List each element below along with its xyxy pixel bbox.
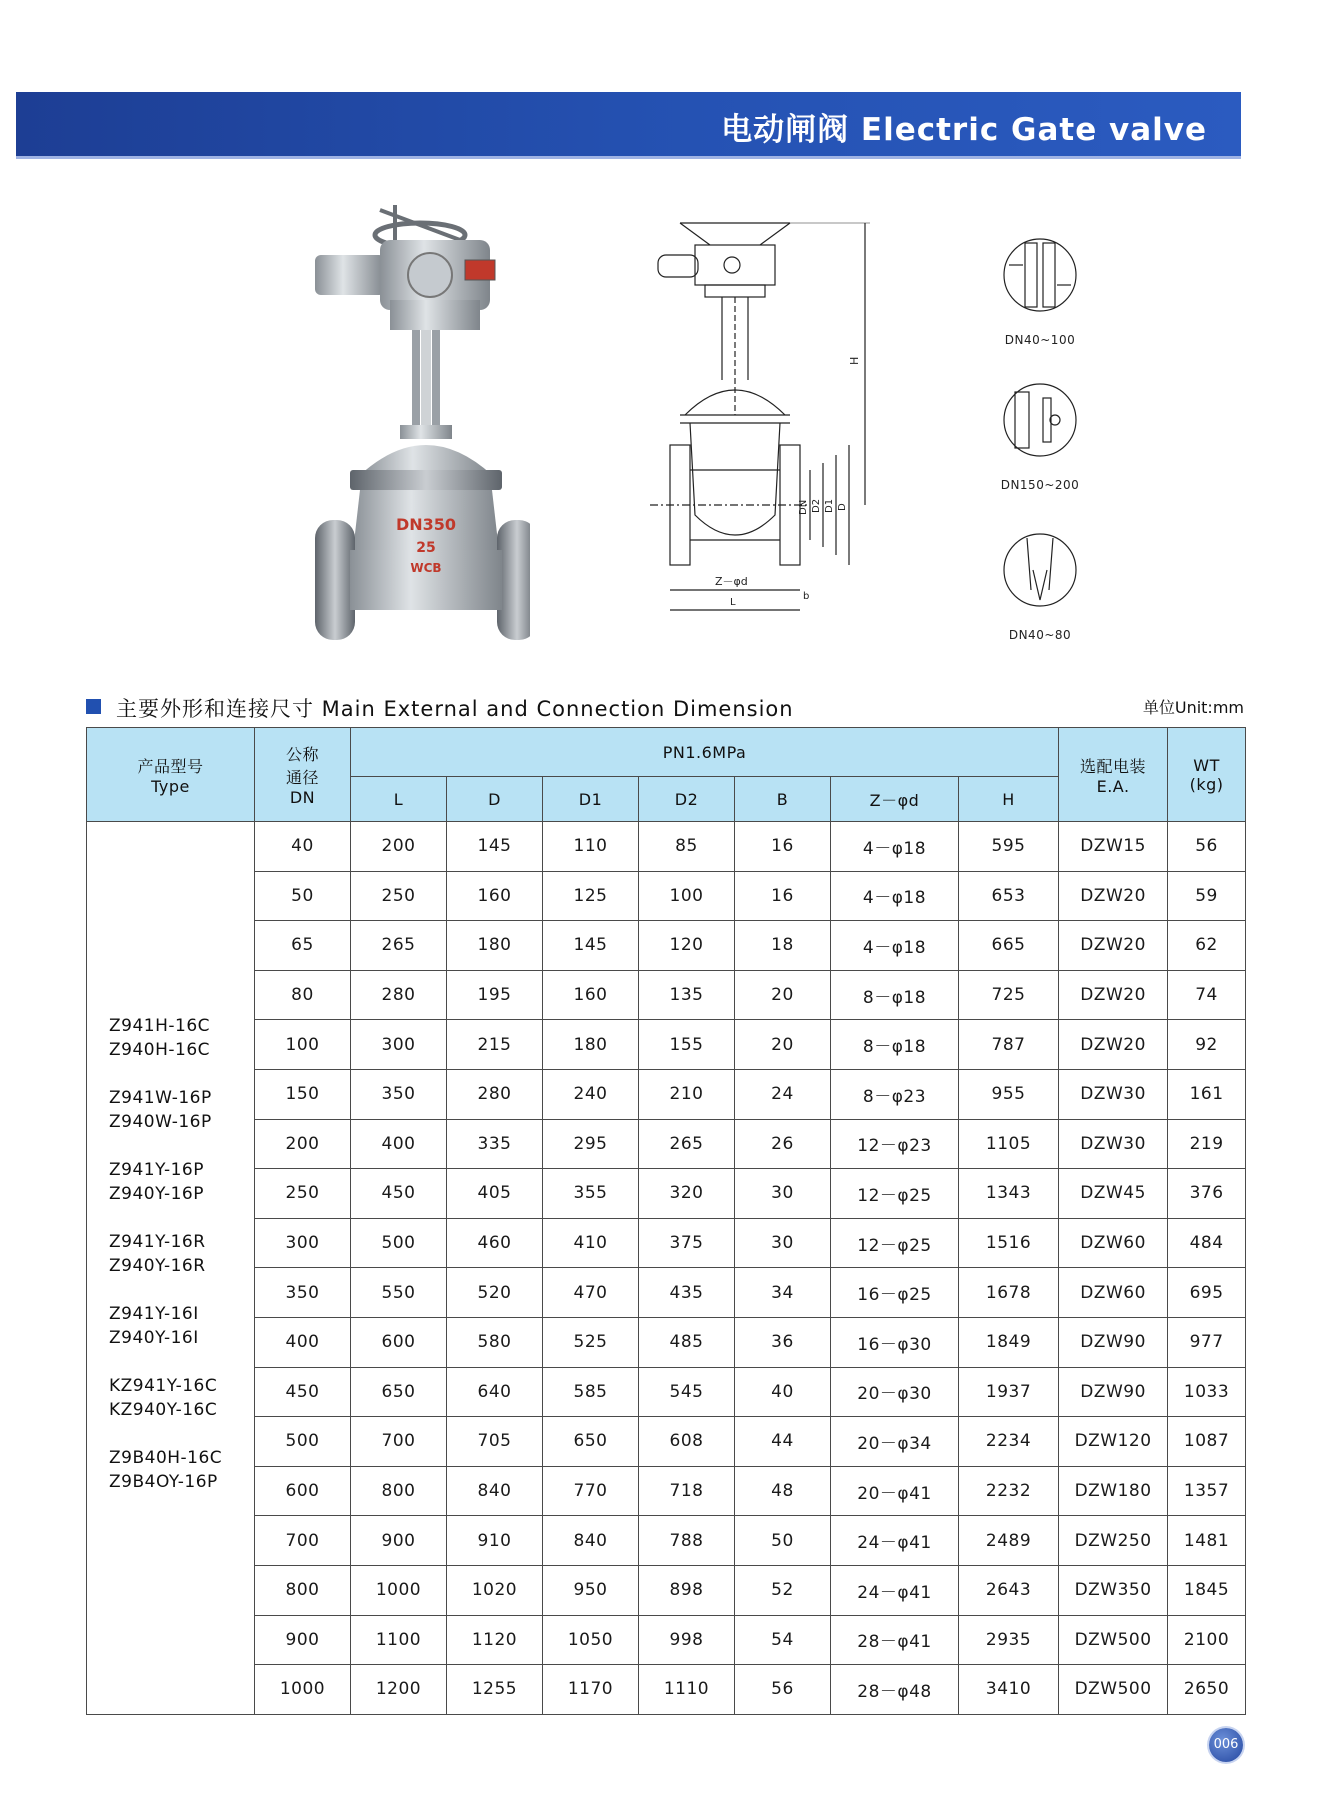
photo-marking-material: WCB [410, 561, 442, 575]
table-cell: 24－φ41 [831, 1516, 959, 1566]
table-cell: 52 [735, 1565, 831, 1615]
table-cell: 2232 [959, 1466, 1059, 1516]
table-cell: 200 [351, 822, 447, 872]
table-cell: 400 [255, 1317, 351, 1367]
table-cell: 40 [735, 1367, 831, 1417]
table-cell: 250 [351, 871, 447, 921]
table-cell: 34 [735, 1268, 831, 1318]
table-cell: 350 [351, 1069, 447, 1119]
table-cell: 8－φ18 [831, 1020, 959, 1070]
table-cell: 240 [543, 1069, 639, 1119]
table-cell: 100 [639, 871, 735, 921]
dim-label-dn: DN [798, 499, 809, 515]
table-cell: 215 [447, 1020, 543, 1070]
table-cell: 650 [351, 1367, 447, 1417]
table-cell: 1845 [1168, 1565, 1246, 1615]
square-bullet-icon [86, 699, 101, 714]
table-cell: 900 [351, 1516, 447, 1566]
table-cell: 30 [735, 1218, 831, 1268]
type-model: KZ941Y-16C [109, 1376, 218, 1396]
table-cell: 608 [639, 1417, 735, 1467]
detail-view-3 [995, 530, 1085, 645]
table-cell: 2100 [1168, 1615, 1246, 1665]
table-cell: 2650 [1168, 1665, 1246, 1715]
table-cell: 219 [1168, 1119, 1246, 1169]
type-gap [109, 1278, 254, 1302]
detail-view-1 [995, 235, 1085, 350]
table-cell: DZW30 [1059, 1069, 1168, 1119]
table-cell: DZW30 [1059, 1119, 1168, 1169]
table-cell: 1937 [959, 1367, 1059, 1417]
table-cell: 26 [735, 1119, 831, 1169]
table-cell: 295 [543, 1119, 639, 1169]
header-d: D [447, 777, 543, 822]
table-cell: 210 [639, 1069, 735, 1119]
table-cell: 56 [735, 1665, 831, 1715]
table-cell: 500 [255, 1417, 351, 1467]
valve-drawing [650, 215, 920, 645]
table-row [87, 1665, 1246, 1715]
table-cell: 800 [351, 1466, 447, 1516]
table-row [87, 822, 1246, 872]
table-cell: 695 [1168, 1268, 1246, 1318]
table-cell: DZW180 [1059, 1466, 1168, 1516]
table-row [87, 1218, 1246, 1268]
page-title: 电动闸阀 Electric Gate valve [721, 112, 1207, 148]
table-cell: 1481 [1168, 1516, 1246, 1566]
table-cell: 650 [543, 1417, 639, 1467]
table-cell: 1357 [1168, 1466, 1246, 1516]
table-cell: 40 [255, 822, 351, 872]
table-cell: 520 [447, 1268, 543, 1318]
table-cell: 460 [447, 1218, 543, 1268]
table-cell: 145 [543, 921, 639, 971]
table-cell: 595 [959, 822, 1059, 872]
table-cell: 44 [735, 1417, 831, 1467]
table-cell: 16 [735, 871, 831, 921]
table-cell: 8－φ23 [831, 1069, 959, 1119]
table-row [87, 1317, 1246, 1367]
table-cell: 1170 [543, 1665, 639, 1715]
table-cell: 898 [639, 1565, 735, 1615]
table-cell: 355 [543, 1169, 639, 1219]
dim-label-d1: D1 [824, 498, 835, 513]
table-cell: 1087 [1168, 1417, 1246, 1467]
table-row [87, 1367, 1246, 1417]
detail-caption: DN150~200 [1000, 478, 1080, 492]
table-cell: 16－φ30 [831, 1317, 959, 1367]
table-cell: 700 [351, 1417, 447, 1467]
table-cell: 1105 [959, 1119, 1059, 1169]
title-banner [16, 92, 1241, 159]
type-model: Z941Y-16I [109, 1304, 199, 1324]
table-cell: 65 [255, 921, 351, 971]
table-cell: 12－φ25 [831, 1218, 959, 1268]
table-cell: DZW60 [1059, 1268, 1168, 1318]
table-cell: 20－φ34 [831, 1417, 959, 1467]
table-cell: 350 [255, 1268, 351, 1318]
table-cell: 1516 [959, 1218, 1059, 1268]
table-cell: 770 [543, 1466, 639, 1516]
table-cell: 900 [255, 1615, 351, 1665]
dimension-table [86, 727, 1246, 1715]
table-cell: 265 [351, 921, 447, 971]
header-ea: 选配电装 E.A. [1059, 728, 1168, 822]
table-cell: 28－φ41 [831, 1615, 959, 1665]
table-cell: 20 [735, 970, 831, 1020]
table-cell: 335 [447, 1119, 543, 1169]
table-cell: 30 [735, 1169, 831, 1219]
table-cell: 200 [255, 1119, 351, 1169]
table-cell: 1033 [1168, 1367, 1246, 1417]
table-cell: 585 [543, 1367, 639, 1417]
table-cell: 484 [1168, 1218, 1246, 1268]
table-cell: 840 [447, 1466, 543, 1516]
table-cell: DZW90 [1059, 1317, 1168, 1367]
dim-label-d2: D2 [811, 498, 822, 513]
table-cell: 56 [1168, 822, 1246, 872]
table-cell: 1050 [543, 1615, 639, 1665]
dim-label-h: H [848, 356, 861, 365]
header-z-d: Z－φd [831, 777, 959, 822]
table-cell: 545 [639, 1367, 735, 1417]
type-model: Z940Y-16I [109, 1328, 199, 1348]
header-b: B [735, 777, 831, 822]
table-row [87, 1417, 1246, 1467]
table-cell: 840 [543, 1516, 639, 1566]
table-cell: 718 [639, 1466, 735, 1516]
section-title: 主要外形和连接尺寸 Main External and Connection Dimension [116, 697, 794, 721]
table-cell: 375 [639, 1218, 735, 1268]
table-cell: 1110 [639, 1665, 735, 1715]
table-cell: 300 [255, 1218, 351, 1268]
detail-caption: DN40~80 [1008, 628, 1072, 642]
table-cell: DZW500 [1059, 1615, 1168, 1665]
table-cell: 525 [543, 1317, 639, 1367]
type-model: KZ940Y-16C [109, 1400, 218, 1420]
table-row [87, 1169, 1246, 1219]
type-model: Z940H-16C [109, 1040, 211, 1060]
table-cell: 705 [447, 1417, 543, 1467]
table-cell: 50 [735, 1516, 831, 1566]
table-cell: 485 [639, 1317, 735, 1367]
table-cell: 59 [1168, 871, 1246, 921]
table-cell: 1000 [351, 1565, 447, 1615]
table-cell: 450 [255, 1367, 351, 1417]
type-gap [109, 1422, 254, 1446]
page-number: 006 [1209, 1728, 1243, 1762]
table-cell: 265 [639, 1119, 735, 1169]
table-cell: 640 [447, 1367, 543, 1417]
table-cell: 470 [543, 1268, 639, 1318]
table-cell: 24－φ41 [831, 1565, 959, 1615]
table-cell: 120 [639, 921, 735, 971]
type-gap [109, 1134, 254, 1158]
table-cell: 145 [447, 822, 543, 872]
table-cell: 950 [543, 1565, 639, 1615]
type-model: Z941Y-16R [109, 1232, 206, 1252]
table-cell: 600 [255, 1466, 351, 1516]
table-row [87, 1466, 1246, 1516]
table-cell: 725 [959, 970, 1059, 1020]
section-heading [86, 693, 1244, 721]
table-cell: 1100 [351, 1615, 447, 1665]
table-cell: 1200 [351, 1665, 447, 1715]
type-model: Z9B40H-16C [109, 1448, 223, 1468]
table-cell: 12－φ25 [831, 1169, 959, 1219]
table-cell: 4－φ18 [831, 871, 959, 921]
table-cell: DZW60 [1059, 1218, 1168, 1268]
seat-detail-icon [995, 235, 1085, 330]
dim-label-b: b [803, 591, 810, 602]
table-cell: 160 [447, 871, 543, 921]
table-cell: 180 [447, 921, 543, 971]
table-cell: 36 [735, 1317, 831, 1367]
table-cell: 435 [639, 1268, 735, 1318]
table-cell: 92 [1168, 1020, 1246, 1070]
type-gap [109, 1206, 254, 1230]
table-row [87, 871, 1246, 921]
table-cell: 1343 [959, 1169, 1059, 1219]
table-cell: 1000 [255, 1665, 351, 1715]
valve-photo [300, 200, 530, 670]
table-cell: DZW45 [1059, 1169, 1168, 1219]
table-cell: 8－φ18 [831, 970, 959, 1020]
table-cell: 410 [543, 1218, 639, 1268]
table-cell: 50 [255, 871, 351, 921]
table-cell: 2643 [959, 1565, 1059, 1615]
table-cell: 48 [735, 1466, 831, 1516]
table-cell: 54 [735, 1615, 831, 1665]
table-cell: 80 [255, 970, 351, 1020]
type-model: Z941Y-16P [109, 1160, 204, 1180]
type-model: Z9B4OY-16P [109, 1472, 218, 1492]
table-cell: 998 [639, 1615, 735, 1665]
table-cell: 653 [959, 871, 1059, 921]
type-model: Z940Y-16R [109, 1256, 206, 1276]
table-cell: 3410 [959, 1665, 1059, 1715]
table-cell: 250 [255, 1169, 351, 1219]
table-cell: 85 [639, 822, 735, 872]
table-cell: 977 [1168, 1317, 1246, 1367]
table-cell: 24 [735, 1069, 831, 1119]
dim-label-l: L [730, 597, 736, 608]
table-cell: 787 [959, 1020, 1059, 1070]
table-cell: 16 [735, 822, 831, 872]
header-d2: D2 [639, 777, 735, 822]
table-row [87, 1020, 1246, 1070]
table-cell: 1849 [959, 1317, 1059, 1367]
table-cell: DZW15 [1059, 822, 1168, 872]
table-cell: 125 [543, 871, 639, 921]
table-cell: 12－φ23 [831, 1119, 959, 1169]
table-cell: 161 [1168, 1069, 1246, 1119]
table-cell: 4－φ18 [831, 822, 959, 872]
table-cell: 300 [351, 1020, 447, 1070]
table-row [87, 1119, 1246, 1169]
table-cell: DZW500 [1059, 1665, 1168, 1715]
table-cell: 1120 [447, 1615, 543, 1665]
seat-detail-icon [995, 530, 1085, 625]
type-models-cell [87, 822, 255, 1715]
table-cell: 195 [447, 970, 543, 1020]
header-l: L [351, 777, 447, 822]
table-row [87, 970, 1246, 1020]
table-cell: DZW20 [1059, 970, 1168, 1020]
table-cell: 1255 [447, 1665, 543, 1715]
table-cell: DZW350 [1059, 1565, 1168, 1615]
table-cell: 955 [959, 1069, 1059, 1119]
table-cell: 1020 [447, 1565, 543, 1615]
table-cell: DZW90 [1059, 1367, 1168, 1417]
table-cell: 580 [447, 1317, 543, 1367]
table-cell: 1678 [959, 1268, 1059, 1318]
table-cell: 135 [639, 970, 735, 1020]
table-row [87, 1069, 1246, 1119]
table-row [87, 1565, 1246, 1615]
table-row [87, 1516, 1246, 1566]
table-cell: 788 [639, 1516, 735, 1566]
table-cell: 2234 [959, 1417, 1059, 1467]
type-model: Z941W-16P [109, 1088, 212, 1108]
table-cell: 160 [543, 970, 639, 1020]
type-model: Z940W-16P [109, 1112, 212, 1132]
table-cell: 405 [447, 1169, 543, 1219]
dim-label-zd: Z－φd [715, 575, 748, 588]
table-cell: DZW20 [1059, 871, 1168, 921]
table-cell: DZW120 [1059, 1417, 1168, 1467]
photo-marking-dn: DN350 [395, 515, 457, 534]
header-d1: D1 [543, 777, 639, 822]
type-gap [109, 1350, 254, 1374]
detail-caption: DN40~100 [1004, 333, 1076, 347]
header-pressure: PN1.6MPa [351, 728, 1059, 777]
table-cell: 180 [543, 1020, 639, 1070]
table-cell: 600 [351, 1317, 447, 1367]
table-row [87, 1615, 1246, 1665]
table-cell: 2935 [959, 1615, 1059, 1665]
table-cell: 700 [255, 1516, 351, 1566]
detail-view-2 [995, 380, 1085, 495]
table-cell: 450 [351, 1169, 447, 1219]
header-h: H [959, 777, 1059, 822]
table-cell: 2489 [959, 1516, 1059, 1566]
table-row [87, 1268, 1246, 1318]
type-model: Z940Y-16P [109, 1184, 204, 1204]
table-cell: 4－φ18 [831, 921, 959, 971]
table-cell: 20 [735, 1020, 831, 1070]
unit-label: 单位Unit:mm [1142, 698, 1244, 717]
table-cell: 800 [255, 1565, 351, 1615]
table-cell: 74 [1168, 970, 1246, 1020]
type-gap [109, 1062, 254, 1086]
table-cell: 18 [735, 921, 831, 971]
table-cell: DZW250 [1059, 1516, 1168, 1566]
header-wt: WT (kg) [1168, 728, 1246, 822]
table-cell: DZW20 [1059, 1020, 1168, 1070]
table-cell: 150 [255, 1069, 351, 1119]
table-cell: 550 [351, 1268, 447, 1318]
table-cell: 110 [543, 822, 639, 872]
table-cell: 400 [351, 1119, 447, 1169]
table-cell: 280 [447, 1069, 543, 1119]
header-type: 产品型号 Type [87, 728, 255, 822]
table-cell: 28－φ48 [831, 1665, 959, 1715]
table-cell: 665 [959, 921, 1059, 971]
table-cell: 910 [447, 1516, 543, 1566]
table-cell: 280 [351, 970, 447, 1020]
dim-label-d: D [837, 503, 848, 511]
table-row [87, 921, 1246, 971]
table-cell: DZW20 [1059, 921, 1168, 971]
table-cell: 155 [639, 1020, 735, 1070]
table-cell: 500 [351, 1218, 447, 1268]
seat-detail-icon [995, 380, 1085, 475]
photo-marking-pn: 25 [416, 540, 436, 556]
table-cell: 20－φ30 [831, 1367, 959, 1417]
table-cell: 62 [1168, 921, 1246, 971]
table-cell: 100 [255, 1020, 351, 1070]
type-model: Z941H-16C [109, 1016, 211, 1036]
table-cell: 376 [1168, 1169, 1246, 1219]
table-cell: 320 [639, 1169, 735, 1219]
table-cell: 16－φ25 [831, 1268, 959, 1318]
table-cell: 20－φ41 [831, 1466, 959, 1516]
header-dn: 公称 通径 DN [255, 728, 351, 822]
